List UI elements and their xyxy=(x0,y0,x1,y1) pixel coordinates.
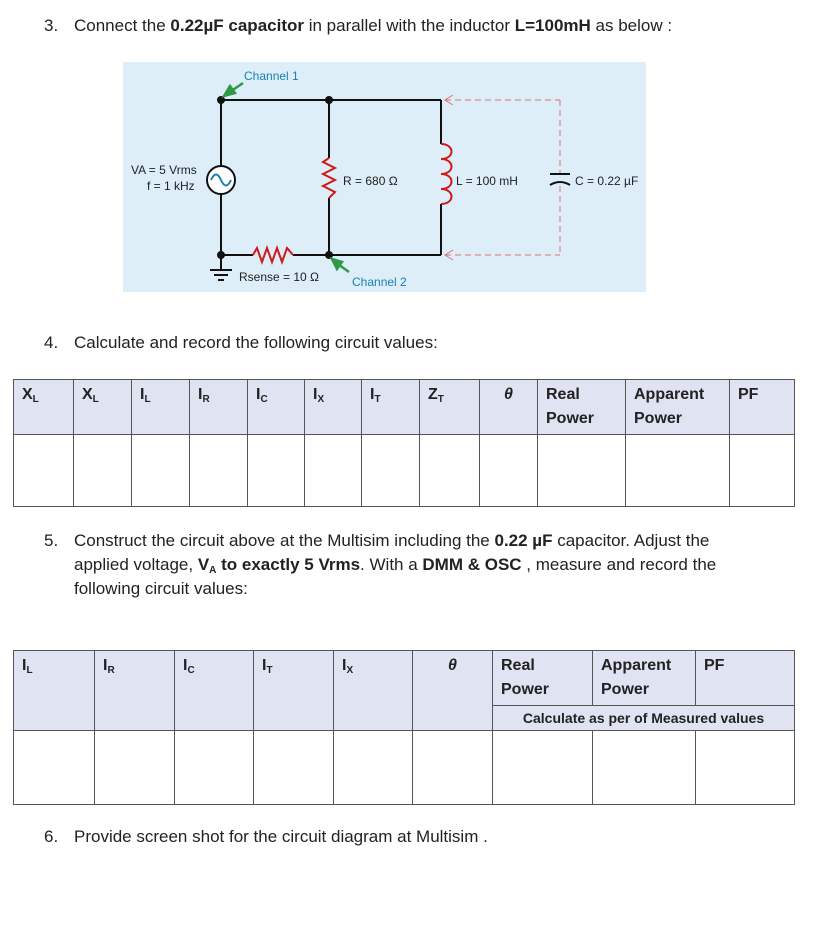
resistor-symbol xyxy=(323,158,335,198)
inductor-symbol xyxy=(441,144,452,204)
question-4 xyxy=(44,331,804,355)
value-cell[interactable] xyxy=(248,435,305,507)
header-cell: $I_C$ xyxy=(248,380,305,435)
header-cell: Real Power xyxy=(538,380,626,435)
frequency-label: f = 1 kHz xyxy=(147,179,195,193)
header-cell: $I_X$ xyxy=(334,651,413,731)
header-cell: PF xyxy=(696,651,795,706)
channel-2-label: Channel 2 xyxy=(352,275,407,289)
resistor-label: R = 680 Ω xyxy=(343,174,398,188)
ac-source-symbol xyxy=(207,166,235,194)
value-cell[interactable] xyxy=(730,435,795,507)
capacitor-label: C = 0.22 µF xyxy=(575,174,639,188)
value-cell[interactable] xyxy=(420,435,480,507)
header-cell: $I_X$ xyxy=(305,380,362,435)
value-cell[interactable] xyxy=(593,731,696,805)
value-cell[interactable] xyxy=(190,435,248,507)
calculated-values-table xyxy=(13,379,795,507)
header-cell: $I_L$ xyxy=(14,651,95,731)
value-cell[interactable] xyxy=(95,731,175,805)
value-cell[interactable] xyxy=(362,435,420,507)
question-number: 5. xyxy=(44,531,59,550)
measured-values-table xyxy=(13,650,795,805)
header-cell: $X_L$ xyxy=(14,380,74,435)
header-cell: PF xyxy=(730,380,795,435)
question-number: 4. xyxy=(44,333,59,352)
question-3 xyxy=(44,14,804,38)
header-cell: $I_R$ xyxy=(95,651,175,731)
table-row xyxy=(14,435,795,507)
header-cell: $I_T$ xyxy=(362,380,420,435)
question-text: Connect the 0.22µF capacitor in parallel with the inductor L=100mH as below : xyxy=(74,16,673,35)
header-cell: θ xyxy=(480,380,538,435)
question-text: Calculate and record the following circuit values: xyxy=(74,333,438,352)
value-cell[interactable] xyxy=(14,435,74,507)
header-cell: Apparent Power xyxy=(626,380,730,435)
value-cell[interactable] xyxy=(334,731,413,805)
va-label: VA = 5 Vrms xyxy=(131,163,197,177)
header-cell: $I_C$ xyxy=(175,651,254,731)
header-cell: θ xyxy=(413,651,493,731)
ground-symbol xyxy=(210,270,232,280)
value-cell[interactable] xyxy=(413,731,493,805)
header-cell: $Z_T$ xyxy=(420,380,480,435)
capacitor-symbol xyxy=(550,174,570,185)
value-cell[interactable] xyxy=(175,731,254,805)
header-cell: $I_L$ xyxy=(132,380,190,435)
question-text: Construct the circuit above at the Multisim including the 0.22 µF capacitor. Adjust the applied voltage, $V_A$ to exactly 5 Vrms. With a DMM & OSC , measure and record the following circuit values: xyxy=(74,531,717,598)
inductor-label: L = 100 mH xyxy=(456,174,518,188)
rsense-label: Rsense = 10 Ω xyxy=(239,270,320,284)
question-6 xyxy=(44,825,804,849)
channel-2-arrow xyxy=(332,259,349,272)
question-text: Provide screen shot for the circuit diagram at Multisim . xyxy=(74,827,488,846)
header-cell: $I_T$ xyxy=(254,651,334,731)
circuit-diagram xyxy=(123,62,646,292)
value-cell[interactable] xyxy=(74,435,132,507)
value-cell[interactable] xyxy=(305,435,362,507)
question-number: 6. xyxy=(44,827,59,846)
question-number: 3. xyxy=(44,16,59,35)
header-cell: Real Power xyxy=(493,651,593,706)
calculation-note: Calculate as per of Measured values xyxy=(493,706,795,731)
value-cell[interactable] xyxy=(696,731,795,805)
circuit-wires xyxy=(221,100,441,270)
rsense-symbol xyxy=(253,248,293,262)
channel-1-label: Channel 1 xyxy=(244,69,299,83)
value-cell[interactable] xyxy=(132,435,190,507)
question-5 xyxy=(44,529,804,601)
value-cell[interactable] xyxy=(493,731,593,805)
table-row xyxy=(14,731,795,805)
header-cell: $X_L$ xyxy=(74,380,132,435)
table-header-row xyxy=(14,380,795,435)
value-cell[interactable] xyxy=(14,731,95,805)
value-cell[interactable] xyxy=(254,731,334,805)
table-header-row xyxy=(14,651,795,706)
value-cell[interactable] xyxy=(626,435,730,507)
circuit-svg xyxy=(123,62,646,292)
channel-1-arrow xyxy=(224,83,243,96)
header-cell: Apparent Power xyxy=(593,651,696,706)
value-cell[interactable] xyxy=(538,435,626,507)
value-cell[interactable] xyxy=(480,435,538,507)
header-cell: $I_R$ xyxy=(190,380,248,435)
